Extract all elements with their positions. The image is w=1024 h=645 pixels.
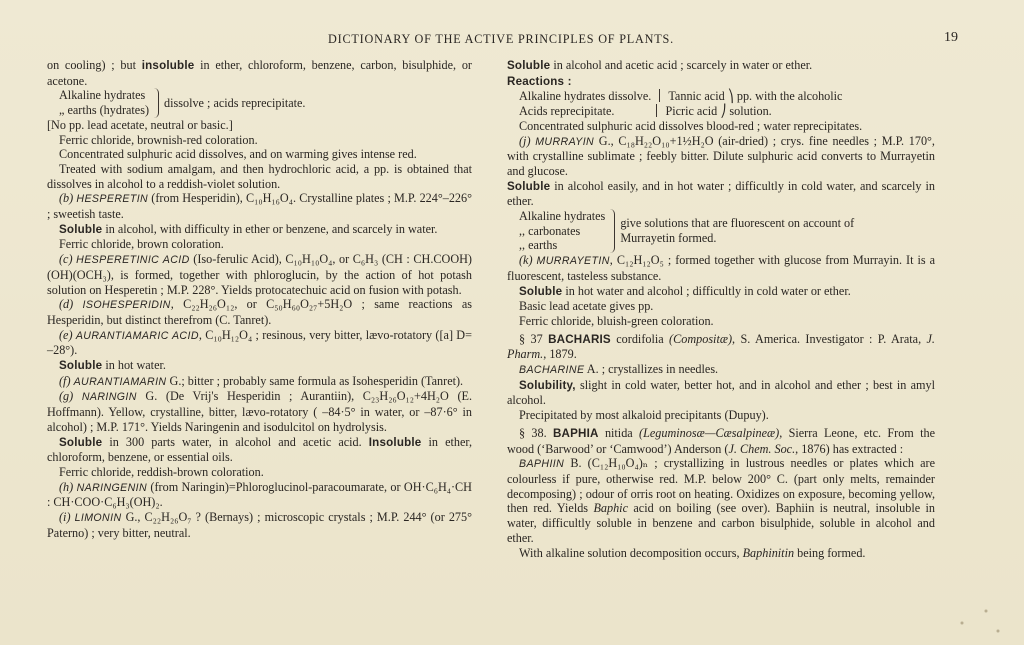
paragraph: Concentrated sulphuric acid dissolves, and on warming gives intense red. xyxy=(59,147,417,162)
entry-hesperetin: (b) HESPERETIN (from Hesperidin), C₁₀H₁₆O₄. Crystalline plates ; M.P. 224°–226° ; sweetish taste. xyxy=(47,191,472,222)
section-37: § 37 BACHARIS cordifolia (Compositæ), S. America. Investigator : P. Arata, J. Pharm., 1879. xyxy=(507,331,935,362)
paragraph: Basic lead acetate gives pp. xyxy=(519,299,654,314)
entry-aurantiamaric-acid: (e) AURANTIAMARIC ACID, C₁₀H₁₂O₄ ; resinous, very bitter, lævo-rotatory ([a] D= –28°). xyxy=(47,327,472,358)
paragraph: With alkaline solution decomposition occurs, Baphinitin being formed. xyxy=(519,545,866,560)
paragraph: Solubility, slight in cold water, better hot, and in alcohol and ether ; best in amyl alcohol. xyxy=(507,377,935,408)
paragraph: Precipitated by most alkaloid precipitants (Dupuy). xyxy=(519,408,769,423)
paragraph: Soluble in 300 parts water, in alcohol and acetic acid. Insoluble in ether, chloroform, benzene, or essential oils. xyxy=(47,434,472,465)
alkaline-group: Alkaline hydrates „ earths (hydrates) dissolve ; acids reprecipitate. xyxy=(59,88,306,118)
page-number: 19 xyxy=(944,30,958,45)
paragraph: Ferric chloride, reddish-brown coloration. xyxy=(59,464,264,479)
reactions-heading: Reactions : xyxy=(507,74,572,88)
running-header xyxy=(60,30,958,48)
reaction-line: Acids reprecipitate. Picric acid ⎠ solution. xyxy=(519,104,772,119)
section-38: § 38. BAPHIA nitida (Leguminosæ—Cæsalpineæ), Sierra Leone, etc. From the wood (‘Barwood’ or ‘Camwood’) Anderson (J. Chem. Soc., 1876) has extracted : xyxy=(507,425,935,456)
entry-murrayin: (j) MURRAYIN G., C₁₈H₂₂O₁₀+1½H₂O (air-dried) ; crys. fine needles ; M.P. 170°, with crystalline sublimate ; feebly bitter. Dilute sulphuric acid converts to Murrayetin and glucose. xyxy=(507,133,935,178)
header-title: DICTIONARY OF THE ACTIVE PRINCIPLES OF PLANTS. xyxy=(328,32,674,46)
alkaline-group: Alkaline hydrates ,, carbonates ,, earths give solutions that are fluorescent on account of Murrayetin formed. xyxy=(519,209,855,253)
paragraph: Soluble in hot water. xyxy=(59,358,166,373)
brace-mark xyxy=(154,88,159,117)
paragraph: Ferric chloride, brown coloration. xyxy=(59,237,224,252)
paragraph: Soluble in hot water and alcohol ; difficultly in cold water or ether. xyxy=(519,283,851,298)
paragraph: on cooling) ; but insoluble in ether, chloroform, benzene, carbon, bisulphide, or acetone. xyxy=(47,58,472,88)
entry-limonin: (i) LIMONIN G., C₂₂H₂₆O₇ ? (Bernays) ; microscopic crystals ; M.P. 244° (or 275° Paterno) ; very bitter, neutral. xyxy=(47,510,472,540)
right-column xyxy=(507,58,935,560)
paragraph: Ferric chloride, brownish-red coloration. xyxy=(59,132,258,147)
entry-isohesperidin: (d) ISOHESPERIDIN, C₂₂H₂₆O₁₂, or C₅₀H₆₀O₂₇+5H₂O ; same reactions as Hesperidin, but distinct therefrom (C. Tanret). xyxy=(47,297,472,327)
paragraph: Soluble in alcohol, with difficulty in ether or benzene, and scarcely in water. xyxy=(59,221,438,236)
reaction-line: Alkaline hydrates dissolve. Tannic acid ⎞ pp. with the alcoholic xyxy=(519,89,843,104)
left-column xyxy=(47,58,472,541)
entry-naringenin: (h) NARINGENIN (from Naringin)=Phloroglucinol-paracoumarate, or OH·C₆H₄·CH : CH·COO·C₆H₃(OH)₂. xyxy=(47,479,472,510)
paragraph: Soluble in alcohol easily, and in hot water ; difficultly in cold water, and scarcely in ether. xyxy=(507,178,935,209)
entry-hesperetinic-acid: (c) HESPERETINIC ACID (Iso-ferulic Acid), C₁₀H₁₀O₄, or C₆H₃ (CH : CH.COOH)(OH)(OCH₃), is formed, together with phloroglucin, by the action of hot potash solution on Hesperetin ; M.P. 228°. Yields protocatechuic acid on fusion with potash. xyxy=(47,252,472,297)
brace-mark xyxy=(610,209,615,253)
paper-speckles xyxy=(950,599,1010,639)
paragraph: Treated with sodium amalgam, and then hydrochloric acid, a pp. is obtained that dissolves in alcohol to a reddish-violet solution. xyxy=(47,161,472,191)
entry-murrayetin: (k) MURRAYETIN, C₁₂H₁₂O₅ ; formed together with glucose from Murrayin. It is a fluorescent, tasteless substance. xyxy=(507,253,935,283)
entry-aurantiamarin: (f) AURANTIAMARIN G.; bitter ; probably same formula as Isohesperidin (Tanret). xyxy=(59,373,464,388)
paragraph: Ferric chloride, bluish-green coloration. xyxy=(519,313,714,328)
entry-baphiin: BAPHIIN B. (C₁₂H₁₀O₄)ₙ ; crystallizing in lustrous needles or plates which are colourless if pure, otherwise red. M.P. below 200° C. (part only melts, remainder decomposing) ; odour of orris root on heating. Oxidizes on exposure, becoming yellow, then red. Yields Baphic acid on boiling (see over). Baphiin is neutral, insoluble in water, difficultly soluble in benzene and carbon bisulphide, soluble in alcohol and ether. xyxy=(507,456,936,545)
paragraph: [No pp. lead acetate, neutral or basic.] xyxy=(47,117,233,132)
paragraph: Soluble in alcohol and acetic acid ; scarcely in water or ether. xyxy=(507,58,813,72)
entry-bacharine: BACHARINE A. ; crystallizes in needles. xyxy=(519,362,719,377)
paragraph: Concentrated sulphuric acid dissolves blood-red ; water reprecipitates. xyxy=(519,118,863,133)
entry-naringin: (g) NARINGIN G. (De Vrij's Hesperidin ; Aurantiin), C₂₃H₂₆O₁₂+4H₂O (E. Hoffmann). Yellow, crystalline, bitter, lævo-rotatory ( –84·5° in water, or –87·6° in alcohol) ; M.P. 171°. Yields Naringenin and isodulcitol on hydrolysis. xyxy=(47,389,472,434)
